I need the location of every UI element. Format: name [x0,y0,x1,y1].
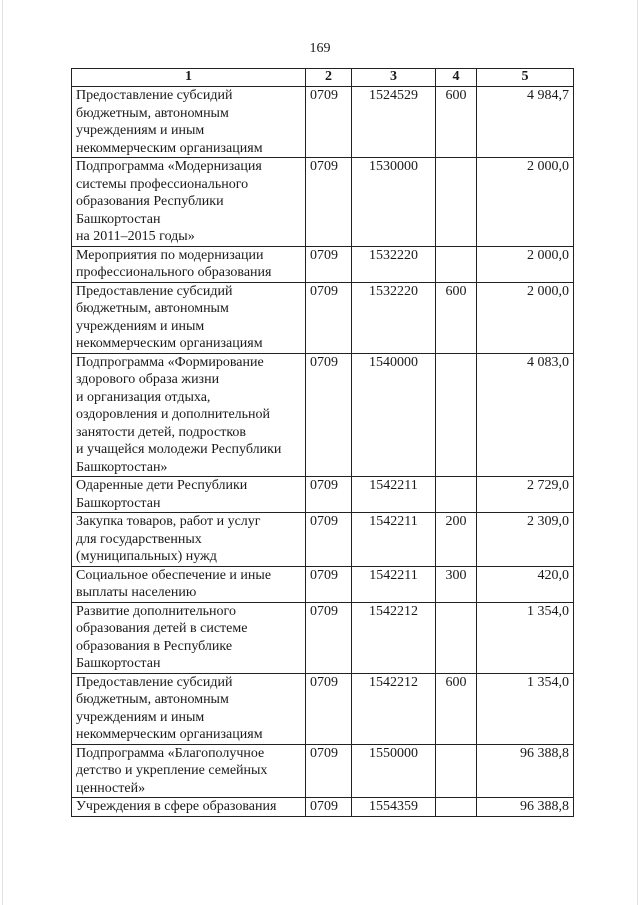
row-target-code: 1542212 [352,673,436,744]
row-section-code: 0709 [306,282,352,353]
budget-table [71,68,574,817]
row-section-code: 0709 [306,87,352,158]
row-target-code: 1542211 [352,513,436,567]
row-name: Предоставление субсидий бюджетным, автономным учреждениям и иным некоммерческим организациям [72,87,306,158]
row-target-code: 1542211 [352,477,436,513]
row-expense-type: 600 [436,87,477,158]
row-name: Развитие дополнительного образования детей в системе образования в Республике Башкортостан [72,602,306,673]
row-expense-type [436,477,477,513]
row-expense-type [436,158,477,247]
row-target-code: 1532220 [352,246,436,282]
row-amount: 2 000,0 [477,158,574,247]
row-expense-type [436,246,477,282]
row-name: Подпрограмма «Благополучное детство и укрепление семейных ценностей» [72,744,306,798]
table-row [72,282,574,353]
row-expense-type: 600 [436,282,477,353]
row-target-code: 1542212 [352,602,436,673]
row-name: Учреждения в сфере образования [72,798,306,817]
row-section-code: 0709 [306,246,352,282]
table-row [72,246,574,282]
row-amount: 4 984,7 [477,87,574,158]
row-expense-type [436,353,477,477]
row-expense-type: 600 [436,673,477,744]
table-row [72,513,574,567]
row-expense-type [436,602,477,673]
table-header-row [72,69,574,87]
table-row [72,87,574,158]
row-section-code: 0709 [306,513,352,567]
header-col-1: 1 [72,69,306,87]
row-amount: 2 729,0 [477,477,574,513]
row-amount: 4 083,0 [477,353,574,477]
table-row [72,798,574,817]
row-name: Предоставление субсидий бюджетным, автономным учреждениям и иным некоммерческим организациям [72,282,306,353]
table-row [72,602,574,673]
row-target-code: 1532220 [352,282,436,353]
row-expense-type: 300 [436,566,477,602]
row-amount: 2 309,0 [477,513,574,567]
row-section-code: 0709 [306,477,352,513]
row-amount: 420,0 [477,566,574,602]
table-row [72,353,574,477]
table-row [72,477,574,513]
row-target-code: 1550000 [352,744,436,798]
row-section-code: 0709 [306,158,352,247]
row-target-code: 1554359 [352,798,436,817]
row-name: Социальное обеспечение и иные выплаты населению [72,566,306,602]
row-target-code: 1530000 [352,158,436,247]
header-col-3: 3 [352,69,436,87]
table-body [72,87,574,817]
table-row [72,673,574,744]
row-target-code: 1540000 [352,353,436,477]
row-section-code: 0709 [306,744,352,798]
row-amount: 96 388,8 [477,798,574,817]
page-number: 169 [309,41,331,56]
row-name: Мероприятия по модернизации профессионального образования [72,246,306,282]
row-section-code: 0709 [306,566,352,602]
row-amount: 1 354,0 [477,602,574,673]
row-expense-type: 200 [436,513,477,567]
row-section-code: 0709 [306,602,352,673]
scan-edge-right [637,0,638,905]
row-name: Подпрограмма «Формирование здорового образа жизни и организация отдыха, оздоровления и дополнительной занятости детей, подростков и учащейся молодежи Республики Башкортостан» [72,353,306,477]
row-target-code: 1524529 [352,87,436,158]
row-name: Подпрограмма «Модернизация системы профессионального образования Республики Башкортостан на 2011–2015 годы» [72,158,306,247]
row-expense-type [436,798,477,817]
row-name: Одаренные дети Республики Башкортостан [72,477,306,513]
row-section-code: 0709 [306,673,352,744]
row-section-code: 0709 [306,353,352,477]
table-row [72,744,574,798]
header-col-5: 5 [477,69,574,87]
table-row [72,566,574,602]
header-col-2: 2 [306,69,352,87]
row-amount: 2 000,0 [477,246,574,282]
scan-edge-left [2,0,3,905]
row-name: Закупка товаров, работ и услуг для государственных (муниципальных) нужд [72,513,306,567]
table-row [72,158,574,247]
row-amount: 1 354,0 [477,673,574,744]
row-name: Предоставление субсидий бюджетным, автономным учреждениям и иным некоммерческим организациям [72,673,306,744]
row-section-code: 0709 [306,798,352,817]
header-col-4: 4 [436,69,477,87]
row-target-code: 1542211 [352,566,436,602]
row-amount: 2 000,0 [477,282,574,353]
row-expense-type [436,744,477,798]
row-amount: 96 388,8 [477,744,574,798]
